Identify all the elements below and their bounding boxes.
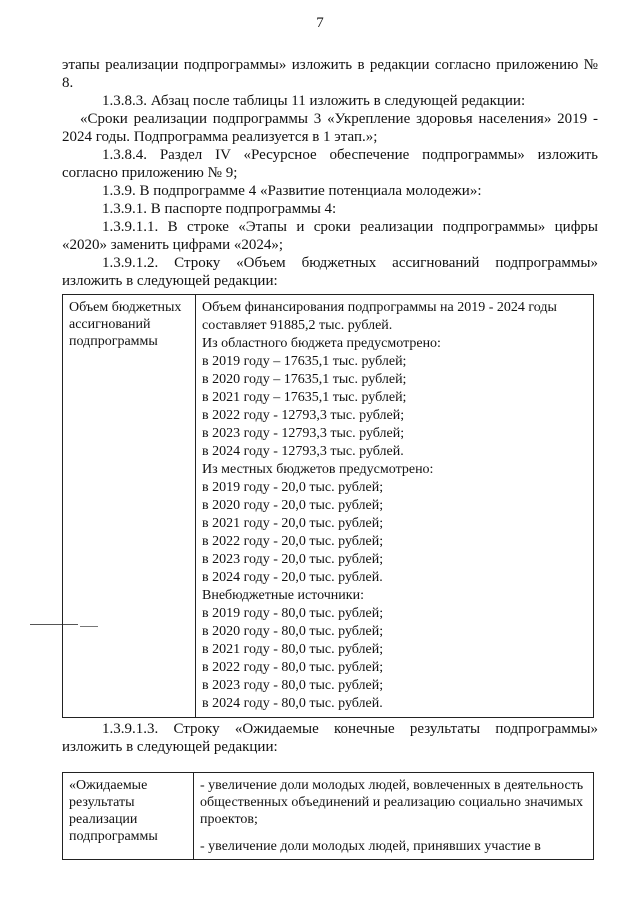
table-line: в 2020 году – 17635,1 тыс. рублей; (202, 372, 407, 387)
table-line: в 2024 году - 80,0 тыс. рублей. (202, 696, 383, 711)
table-line: в 2019 году – 17635,1 тыс. рублей; (202, 354, 407, 369)
paragraph: 1.3.8.4. Раздел IV «Ресурсное обеспечение подпрограммы» изложить согласно приложению № 9; (62, 147, 598, 181)
paragraph: «Сроки реализации подпрограммы 3 «Укрепление здоровья населения» 2019 - 2024 годы. Подпрограмма реализуется в 1 этап.»; (62, 111, 598, 145)
table-line: в 2024 году - 20,0 тыс. рублей. (202, 570, 383, 585)
table-line: Из областного бюджета предусмотрено: (202, 336, 441, 351)
table-line: Объем финансирования подпрограммы на 2019 - 2024 годы составляет 91885,2 тыс. рублей. (202, 300, 557, 333)
paragraph: этапы реализации подпрограммы» изложить в редакции согласно приложению № 8. (62, 57, 598, 91)
budget-table (62, 294, 594, 718)
table-line: в 2021 году – 17635,1 тыс. рублей; (202, 390, 407, 405)
table-label-cell: Объем бюджетных ассигнований подпрограммы (63, 295, 196, 718)
paragraph: 1.3.9.1.2. Строку «Объем бюджетных ассигнований подпрограммы» изложить в следующей редакции: (62, 255, 598, 289)
paragraph: 1.3.9.1.3. Строку «Ожидаемые конечные результаты подпрограммы» изложить в следующей редакции: (62, 721, 598, 755)
table-line: в 2022 году - 20,0 тыс. рублей; (202, 534, 384, 549)
table-bullet: - увеличение доли молодых людей, вовлеченных в деятельность общественных объединений и реализацию социально значимых проектов; (200, 778, 584, 827)
table-line: в 2023 году - 20,0 тыс. рублей; (202, 552, 384, 567)
results-table (62, 772, 594, 860)
table-line: в 2021 году - 80,0 тыс. рублей; (202, 642, 384, 657)
table-line: в 2021 году - 20,0 тыс. рублей; (202, 516, 384, 531)
page-number: 7 (316, 15, 324, 31)
paragraph: 1.3.9.1. В паспорте подпрограммы 4: (102, 201, 337, 217)
table-line: в 2020 году - 20,0 тыс. рублей; (202, 498, 384, 513)
table-line: в 2022 году - 12793,3 тыс. рублей; (202, 408, 405, 423)
table-line: Внебюджетные источники: (202, 588, 364, 603)
table-line: в 2022 году - 80,0 тыс. рублей; (202, 660, 384, 675)
table-row (63, 773, 594, 860)
table-line: в 2020 году - 80,0 тыс. рублей; (202, 624, 384, 639)
paragraph: 1.3.9.1.1. В строке «Этапы и сроки реализации подпрограммы» цифры «2020» заменить цифрами «2024»; (62, 219, 598, 253)
table-label-cell: «Ожидаемые результаты реализации подпрограммы (63, 773, 194, 860)
table-line: Из местных бюджетов предусмотрено: (202, 462, 434, 477)
table-value-cell (194, 773, 594, 860)
paragraph: 1.3.9. В подпрограмме 4 «Развитие потенциала молодежи»: (102, 183, 482, 199)
table-row (63, 295, 594, 718)
table-line: в 2019 году - 20,0 тыс. рублей; (202, 480, 384, 495)
table-value-cell (196, 295, 594, 718)
table-line: в 2024 году - 12793,3 тыс. рублей. (202, 444, 404, 459)
table-line: в 2023 году - 12793,3 тыс. рублей; (202, 426, 405, 441)
table-bullet: - увеличение доли молодых людей, принявших участие в (200, 839, 541, 854)
table-line: в 2019 году - 80,0 тыс. рублей; (202, 606, 384, 621)
table-line: в 2023 году - 80,0 тыс. рублей; (202, 678, 384, 693)
paragraph: 1.3.8.3. Абзац после таблицы 11 изложить в следующей редакции: (102, 93, 526, 109)
document-body (62, 56, 598, 860)
